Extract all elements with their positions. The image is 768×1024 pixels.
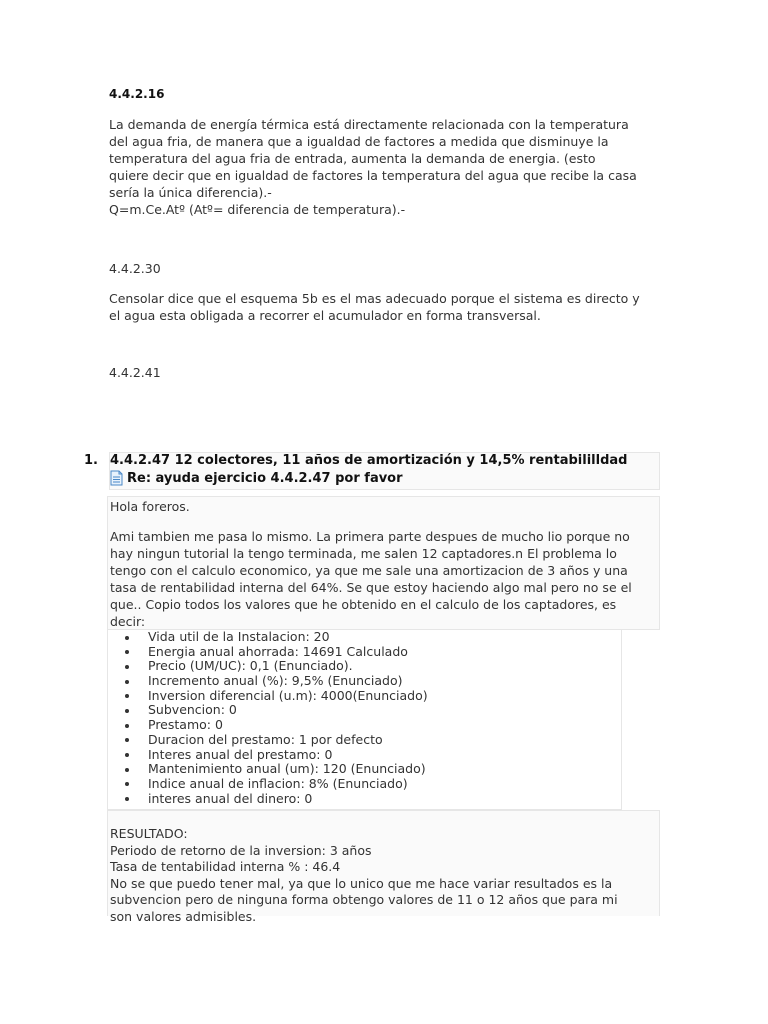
section-heading-4-4-2-30: 4.4.2.30 (109, 261, 161, 276)
list-item: Incremento anual (%): 9,5% (Enunciado) (148, 674, 621, 689)
post-greeting: Hola foreros. (110, 499, 190, 514)
values-list (107, 630, 622, 810)
reply-title: Re: ayuda ejercicio 4.4.2.47 por favor (127, 470, 403, 486)
list-item: Energia anual ahorrada: 14691 Calculado (148, 645, 621, 660)
list-item: Interes anual del prestamo: 0 (148, 748, 621, 763)
section-heading-4-4-2-16: 4.4.2.16 (109, 87, 165, 101)
list-item: Indice anual de inflacion: 8% (Enunciado) (148, 777, 621, 792)
document-icon (110, 470, 123, 486)
post-number: 1. (84, 453, 98, 468)
post-text: Ami tambien me pasa lo mismo. La primera parte despues de mucho lio porque no hay ningun tutorial la tengo terminada, me salen 12 captadores.n El problema lo tengo con el calculo economico, ya que me sale una amortizacion de 3 años y una tasa de rentabilidad interna del 64%. Se que estoy haciendo algo mal pero no se el que.. Copio todos los valores que he obtenido en el calculo de los captadores, es decir: (110, 529, 632, 629)
list-item: Subvencion: 0 (148, 703, 621, 718)
list-item: Vida util de la Instalacion: 20 (148, 630, 621, 645)
list-item: Precio (UM/UC): 0,1 (Enunciado). (148, 659, 621, 674)
result-text: RESULTADO: Periodo de retorno de la inversion: 3 años Tasa de tentabilidad interna % : 46.4 No se que puedo tener mal, ya que lo unico que me hace variar resultados es la subvencion pero de ninguna forma obtengo valores de 11 o 12 años que para mi son valores admisibles. (110, 826, 618, 924)
post-title: 4.4.2.47 12 colectores, 11 años de amortización y 14,5% rentabililldad (110, 453, 628, 468)
list-item: Duracion del prestamo: 1 por defecto (148, 733, 621, 748)
result-block (107, 810, 660, 924)
list-item: Mantenimiento anual (um): 120 (Enunciado) (148, 762, 621, 777)
reply-title-row[interactable] (110, 470, 403, 486)
list-item: Inversion diferencial (u.m): 4000(Enunciado) (148, 689, 621, 704)
post-body (107, 496, 660, 630)
list-item: Prestamo: 0 (148, 718, 621, 733)
section-heading-4-4-2-41: 4.4.2.41 (109, 365, 161, 380)
section-paragraph-4-4-2-16: La demanda de energía térmica está directamente relacionada con la temperatura del agua fria, de manera que a igualdad de factores a medida que disminuye la temperatura del agua fria de entrada, aumenta la demanda de energia. (esto quiere decir que en igualdad de factores la temperatura del agua que recibe la casa sería la única diferencia).- Q=m.Ce.Atº (Atº= diferencia de temperatura).- (109, 117, 637, 217)
list-item: interes anual del dinero: 0 (148, 792, 621, 807)
section-paragraph-4-4-2-30: Censolar dice que el esquema 5b es el mas adecuado porque el sistema es directo y el agua esta obligada a recorrer el acumulador en forma transversal. (109, 291, 640, 323)
